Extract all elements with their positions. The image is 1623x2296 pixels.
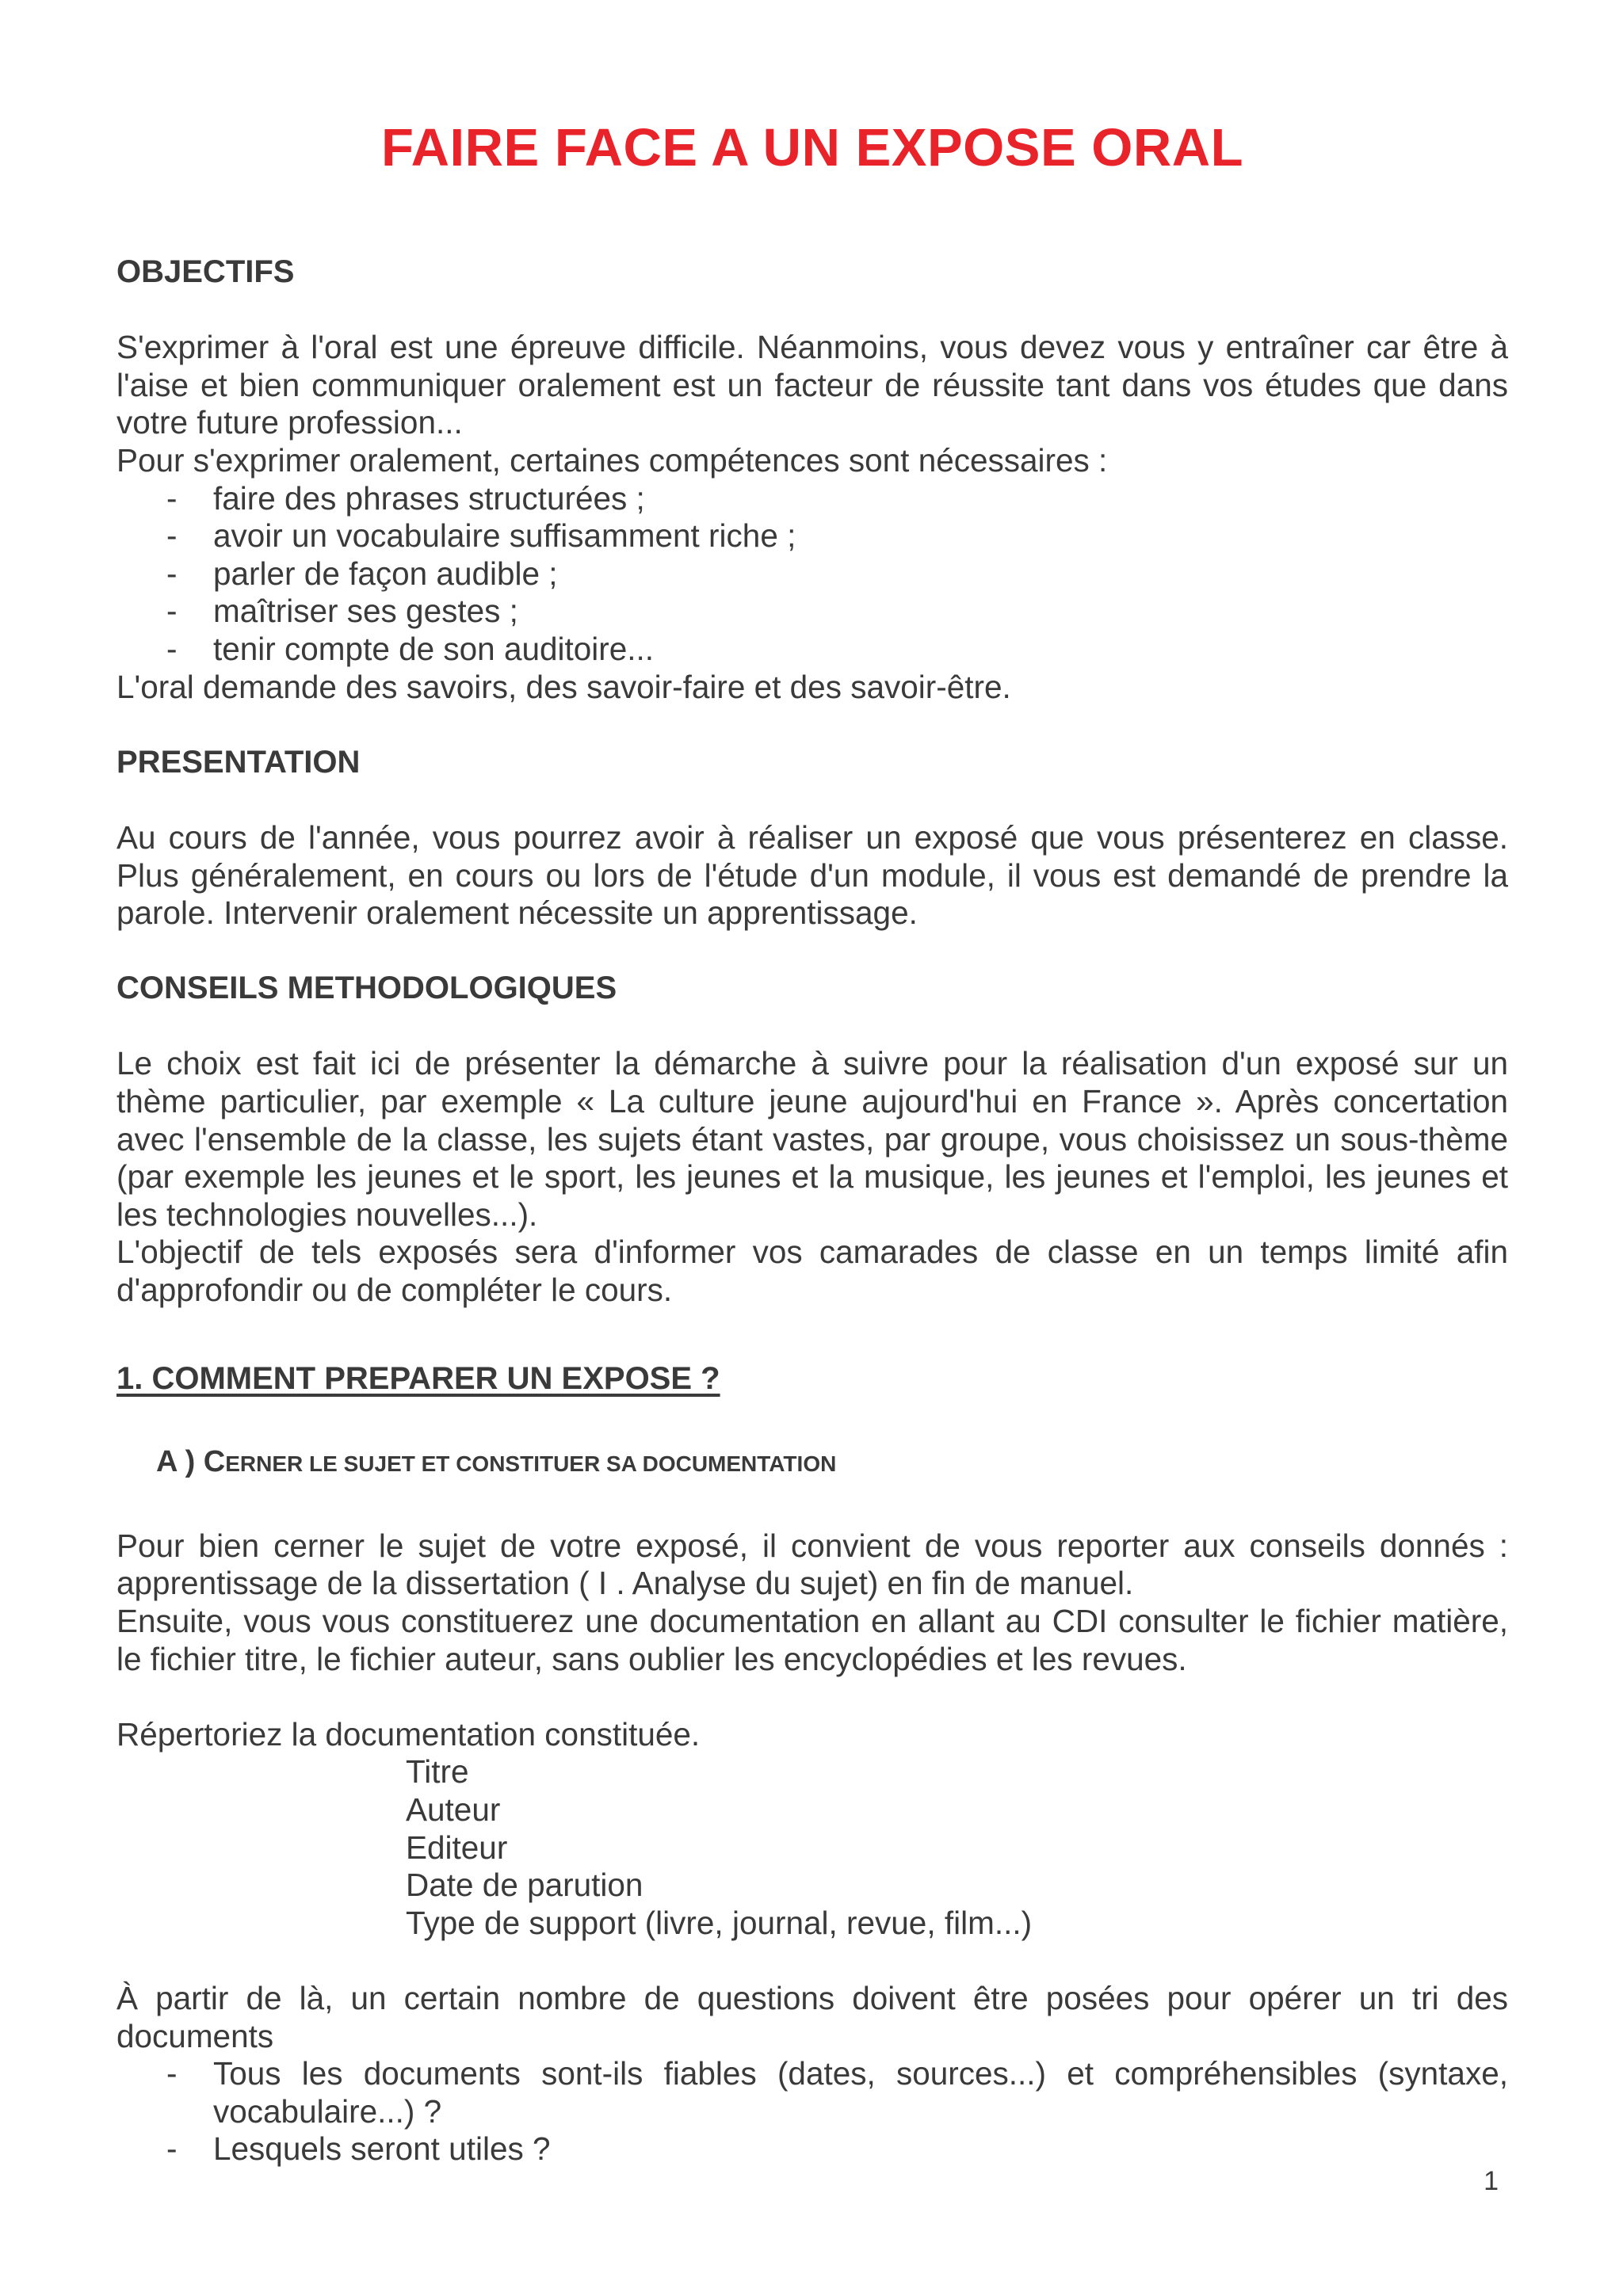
- list-item: - tenir compte de son auditoire...: [116, 631, 1508, 669]
- objectifs-paragraph-2: Pour s'exprimer oralement, certaines compétences sont nécessaires :: [116, 441, 1108, 479]
- section-1-paragraph-2: Ensuite, vous vous constituerez une documentation en allant au CDI consulter le fichier matière, le fichier titre, le fichier auteur, sans oublier les encyclopédies et les revues.: [116, 1603, 1508, 1677]
- list-item: - Lesquels seront utiles ?: [116, 2130, 1508, 2168]
- list-item: - parler de façon audible ;: [116, 555, 1508, 593]
- list-item: - Tous les documents sont-ils fiables (dates, sources...) et compréhensibles (syntaxe, vocabulaire...) ?: [116, 2055, 1508, 2130]
- heading-objectifs: OBJECTIFS: [116, 254, 295, 289]
- conseils-paragraph-1: Le choix est fait ici de présenter la démarche à suivre pour la réalisation d'un exposé sur un thème particulier, par exemple « La culture jeune aujourd'hui en France ». Après concertation avec l'ensemble de la classe, les sujets étant vastes, par groupe, vous choisissez un sous-thème (par exemple les jeunes et le sport, les jeunes et la musique, les jeunes et l'emploi, les jeunes et les technologies nouvelles...).: [116, 1045, 1508, 1233]
- section-1-paragraph-1: Pour bien cerner le sujet de votre exposé, il convient de vous reporter aux conseils donnés : apprentissage de la dissertation ( I . Analyse du sujet) en fin de manuel.: [116, 1527, 1508, 1602]
- list-item: - faire des phrases structurées ;: [116, 480, 1508, 518]
- heading-conseils: CONSEILS METHODOLOGIQUES: [116, 971, 617, 1006]
- conseils-paragraph-2: L'objectif de tels exposés sera d'informer vos camarades de classe en un temps limité afin d'approfondir ou de compléter le cours.: [116, 1234, 1508, 1309]
- competences-list: [116, 480, 1508, 669]
- objectifs-paragraph-3: L'oral demande des savoirs, des savoir-faire et des savoir-être.: [116, 668, 1011, 705]
- objectifs-paragraph-1: S'exprimer à l'oral est une épreuve difficile. Néanmoins, vous devez vous y entraîner car être à l'aise et bien communiquer oralement est un facteur de réussite tant dans vos études que dans votre future profession...: [116, 329, 1508, 441]
- documentation-fields-list: [116, 1753, 1508, 1942]
- questions-list: [116, 2055, 1508, 2168]
- list-item: Editeur: [406, 1829, 508, 1866]
- list-item: Auteur: [406, 1791, 501, 1828]
- list-item: Date de parution: [406, 1867, 643, 1904]
- section-1-title: 1. COMMENT PREPARER UN EXPOSE ?: [116, 1360, 720, 1396]
- list-item: Titre: [406, 1753, 469, 1791]
- section-1-paragraph-4: À partir de là, un certain nombre de questions doivent être posées pour opérer un tri des documents: [116, 1979, 1508, 2054]
- heading-presentation: PRESENTATION: [116, 744, 361, 780]
- section-1-paragraph-3: Répertoriez la documentation constituée.: [116, 1715, 701, 1753]
- page-number: 1: [1484, 2166, 1499, 2196]
- list-item: Type de support (livre, journal, revue, film...): [406, 1904, 1033, 1941]
- list-item: - avoir un vocabulaire suffisamment riche ;: [116, 517, 1508, 555]
- presentation-paragraph: Au cours de l'année, vous pourrez avoir à réaliser un exposé que vous présenterez en classe. Plus généralement, en cours ou lors de l'étude d'un module, il vous est demandé de prendre la parole. Intervenir oralement nécessite un apprentissage.: [116, 818, 1508, 932]
- subsection-a-rest: ERNER LE SUJET ET CONSTITUER SA DOCUMENTATION: [225, 1451, 837, 1477]
- document-title: FAIRE FACE A UN EXPOSE ORAL: [380, 118, 1244, 177]
- subsection-a-title: [116, 1444, 1508, 1483]
- document-body: [116, 254, 1508, 2168]
- list-item: - maîtriser ses gestes ;: [116, 593, 1508, 631]
- subsection-a-prefix: A ) C: [156, 1445, 226, 1479]
